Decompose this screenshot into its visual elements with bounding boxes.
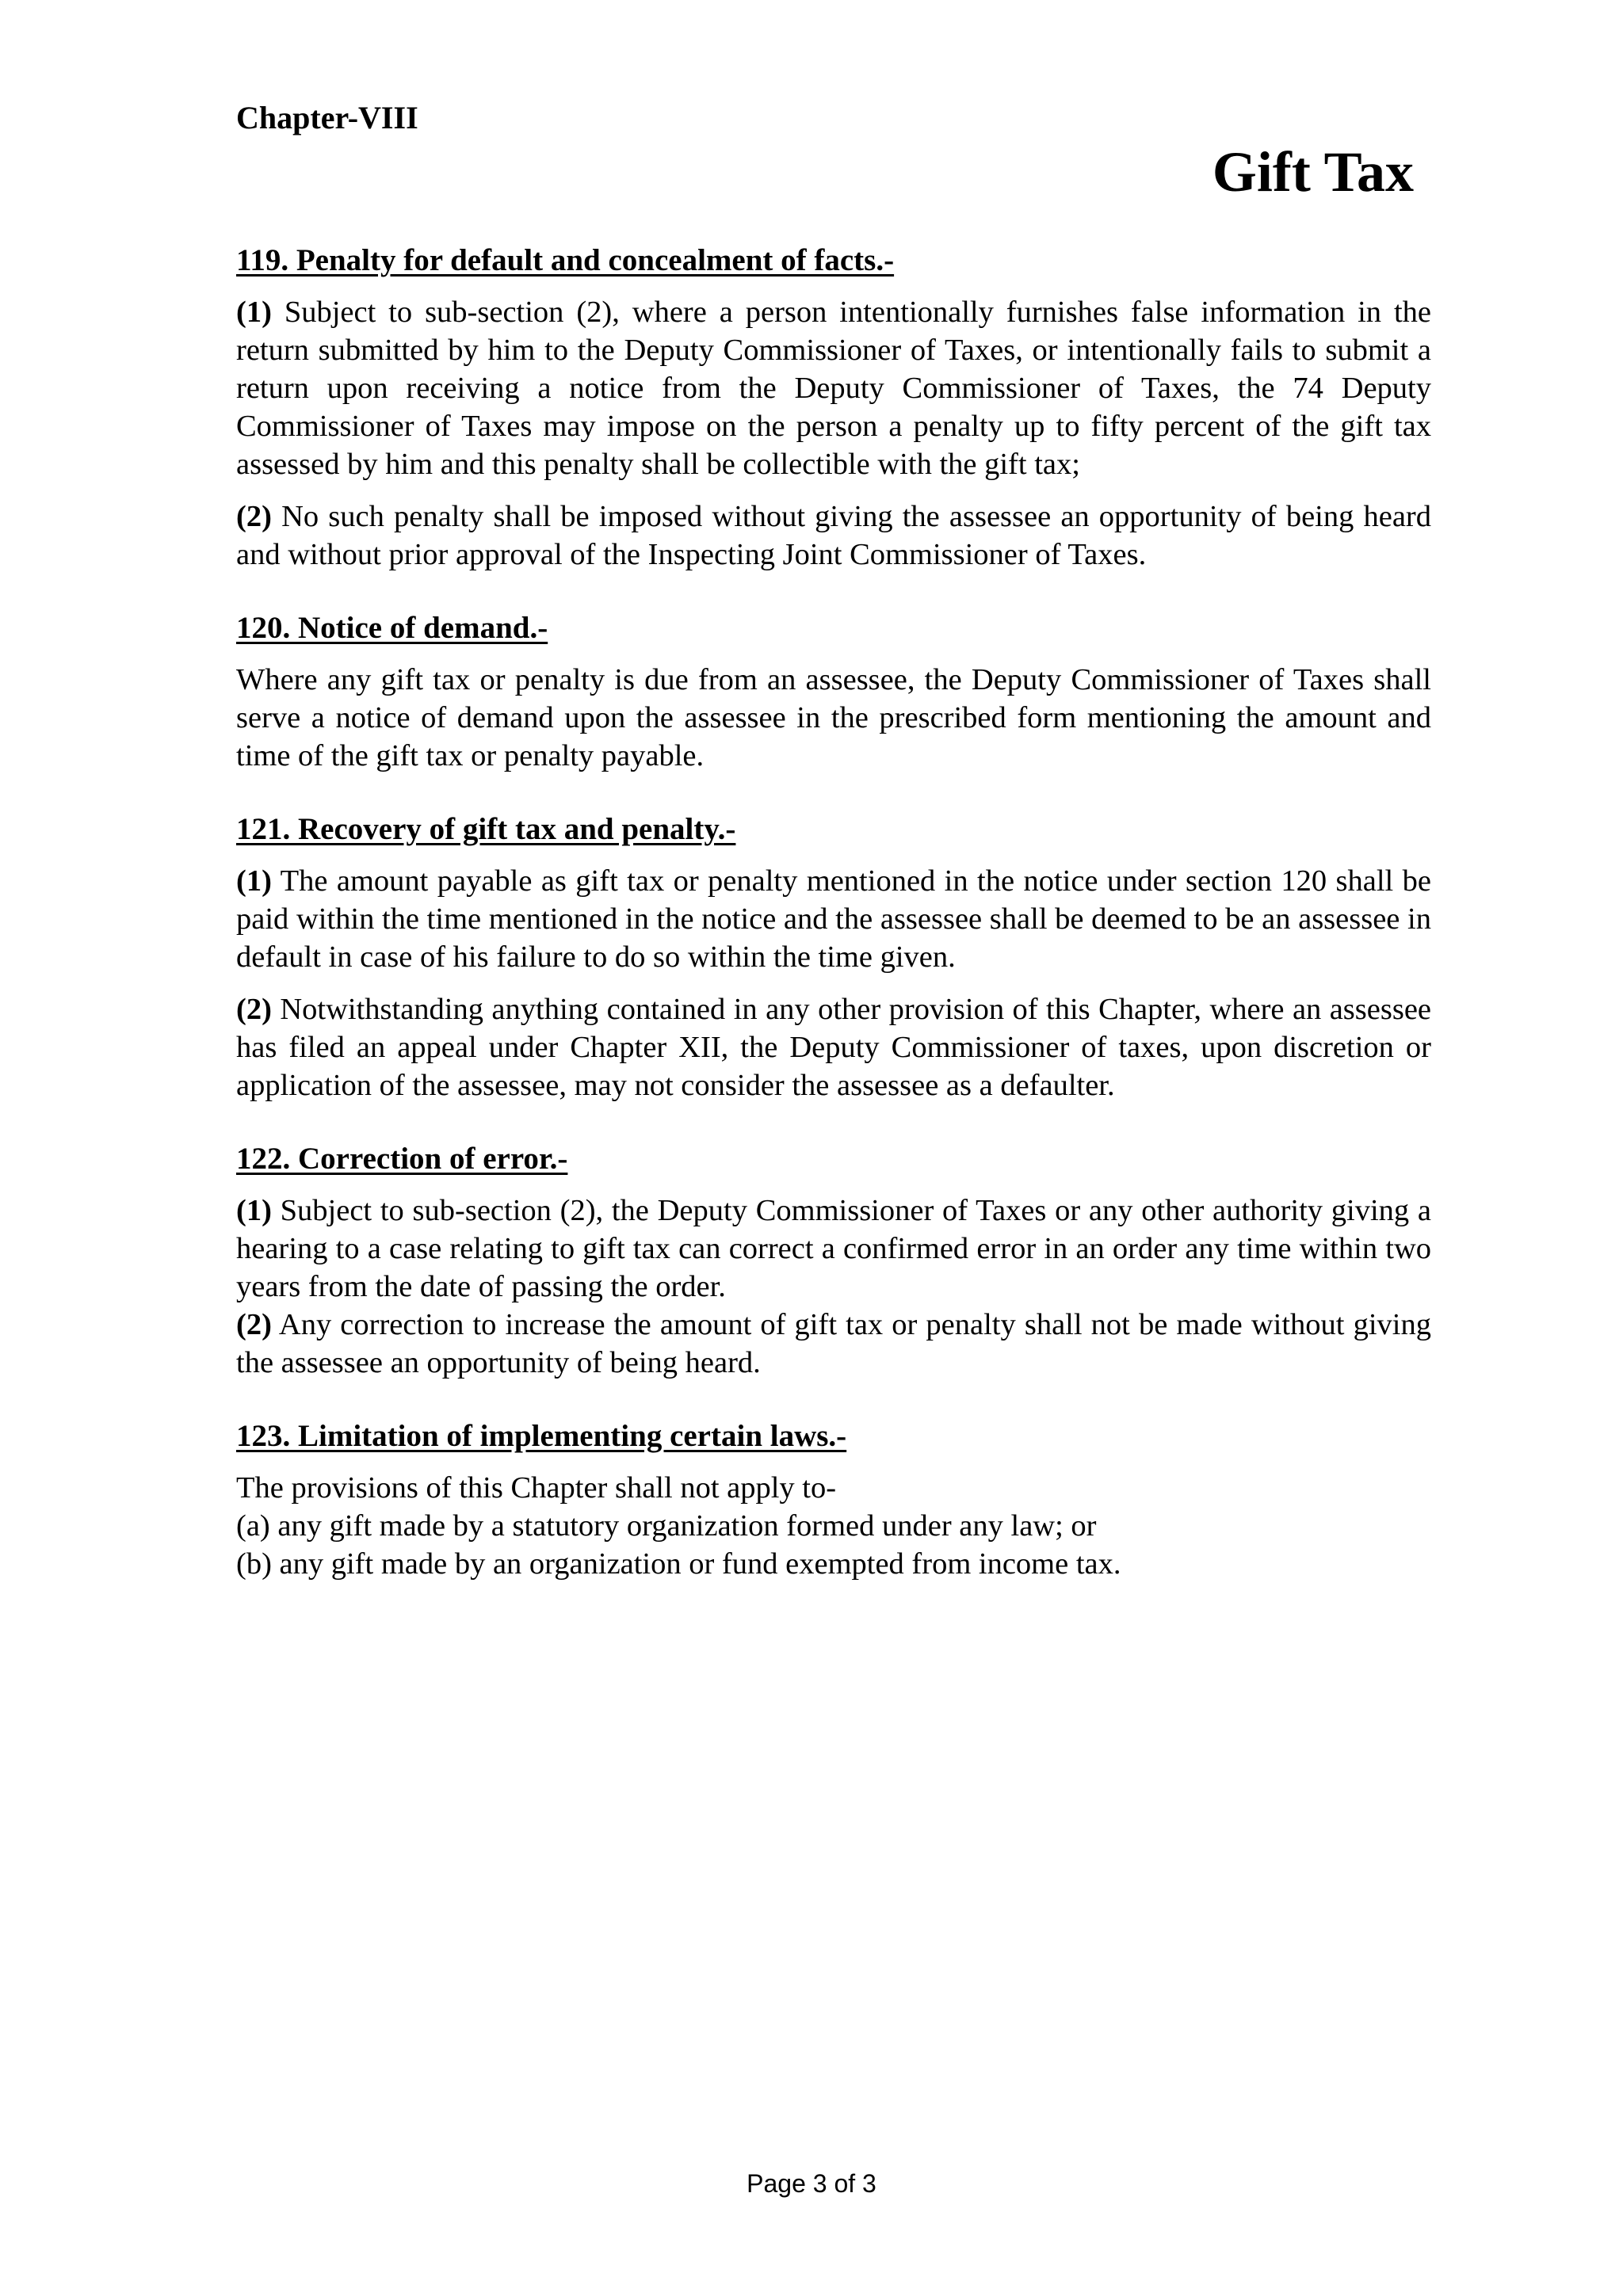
subsection-paragraph — [236, 862, 1431, 976]
subsection-number: (2) — [236, 993, 272, 1026]
subsection-number: (1) — [236, 1194, 272, 1227]
subsection-number: (2) — [236, 500, 272, 533]
subsection-text: Subject to sub-section (2), where a person intentionally furnishes false information in the return submitted by him to the Deputy Commissioner of Taxes, or intentionally fails to submit a return upon receiving a notice from the Deputy Commissioner of Taxes, the 74 Deputy Commissioner of Taxes may impose on the person a penalty up to fifty percent of the gift tax assessed by him and this penalty shall be collectible with the gift tax; — [236, 296, 1431, 481]
subsection-text: Any correction to increase the amount of gift tax or penalty shall not be made without giving the assessee an opportunity of being heard. — [236, 1308, 1431, 1379]
subsection-number: (1) — [236, 296, 272, 329]
section-120 — [236, 605, 1431, 775]
subsection-paragraph — [236, 498, 1431, 574]
provision-line: (a) any gift made by a statutory organization formed under any law; or — [236, 1509, 1097, 1543]
subsection-paragraph — [236, 990, 1431, 1104]
subsection-text: Notwithstanding anything contained in any other provision of this Chapter, where an assessee has filed an appeal under Chapter XII, the Deputy Commissioner of taxes, upon discretion or application of the assessee, may not consider the assessee as a defaulter. — [236, 993, 1431, 1102]
section-123 — [236, 1413, 1431, 1583]
subsection-text: No such penalty shall be imposed without giving the assessee an opportunity of being heard and without prior approval of the Inspecting Joint Commissioner of Taxes. — [236, 500, 1432, 571]
section-heading: 123. Limitation of implementing certain laws.- — [236, 1419, 847, 1453]
page-title: Gift Tax — [1212, 140, 1414, 204]
section-heading: 122. Correction of error.- — [236, 1142, 568, 1176]
subsection-text: Subject to sub-section (2), the Deputy Commissioner of Taxes or any other authority giving a hearing to a case relating to gift tax can correct a confirmed error in an order any time within two years from the date of passing the order. — [236, 1194, 1431, 1303]
subsection-number: (2) — [236, 1308, 272, 1341]
chapter-label: Chapter-VIII — [236, 100, 418, 135]
section-121 — [236, 807, 1431, 1104]
provision-line: (b) any gift made by an organization or fund exempted from income tax. — [236, 1547, 1121, 1581]
provision-line: The provisions of this Chapter shall not apply to- — [236, 1471, 837, 1505]
subsection-paragraph — [236, 1192, 1431, 1306]
subsection-paragraph — [236, 1306, 1431, 1382]
section-heading: 120. Notice of demand.- — [236, 611, 548, 645]
section-paragraph: Where any gift tax or penalty is due from an assessee, the Deputy Commissioner of Taxes shall serve a notice of demand upon the assessee in the prescribed form mentioning the amount and time of the gift tax or penalty payable. — [236, 663, 1431, 772]
section-122 — [236, 1136, 1431, 1382]
page-number: Page 3 of 3 — [747, 2169, 876, 2198]
section-heading: 119. Penalty for default and concealment of facts.- — [236, 243, 895, 277]
subsection-paragraph — [236, 293, 1431, 483]
section-119 — [236, 238, 1431, 574]
document-body — [236, 238, 1431, 1615]
section-heading: 121. Recovery of gift tax and penalty.- — [236, 812, 736, 846]
subsection-number: (1) — [236, 864, 272, 898]
subsection-text: The amount payable as gift tax or penalty mentioned in the notice under section 120 shall be paid within the time mentioned in the notice and the assessee shall be deemed to be an assessee in default in case of his failure to do so within the time given. — [236, 864, 1431, 974]
